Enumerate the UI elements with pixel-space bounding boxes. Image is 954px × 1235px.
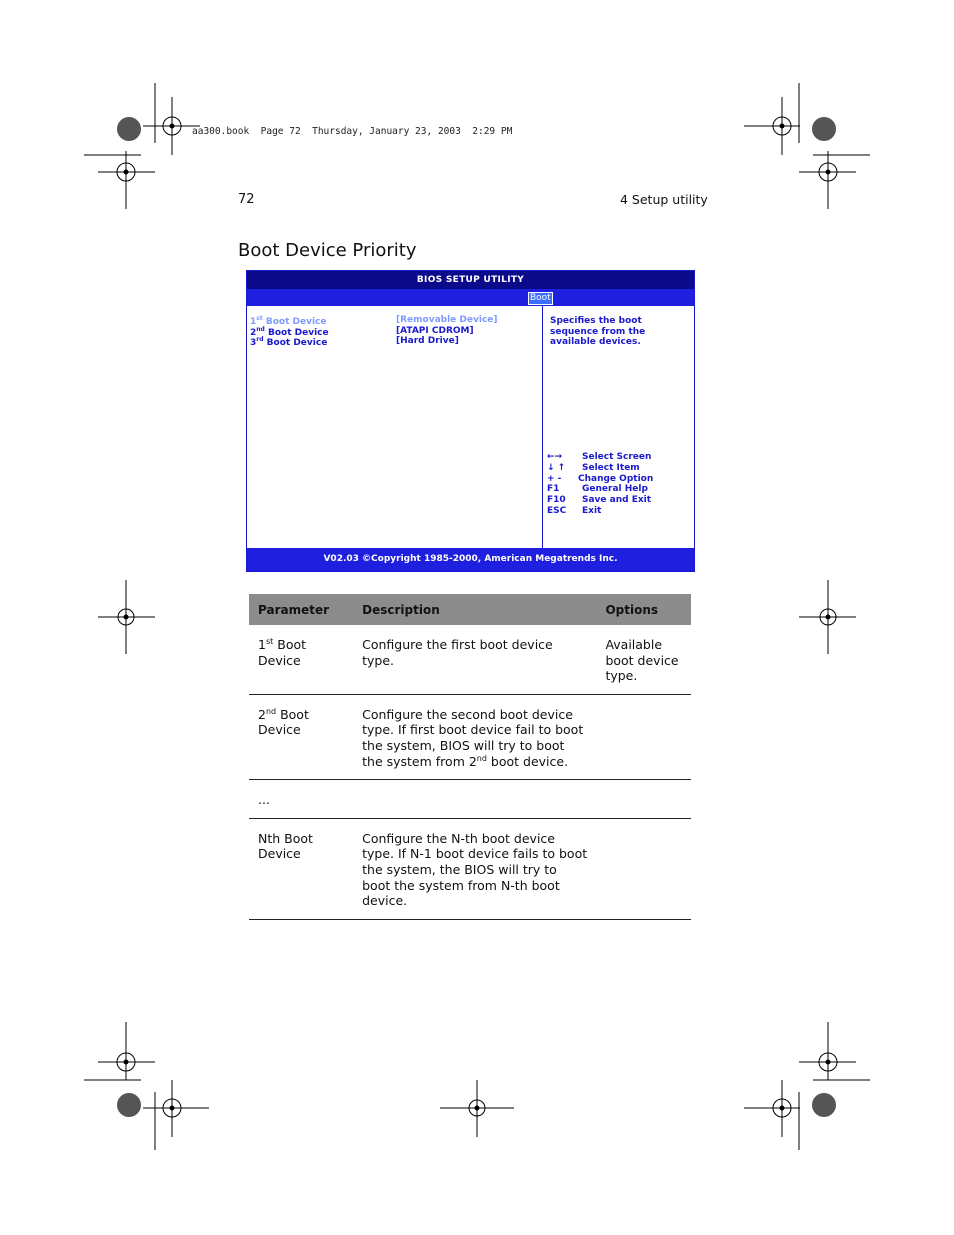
bios-boot-device-2[interactable]: 2nd Boot Device — [250, 326, 329, 338]
desc-cell — [353, 780, 596, 819]
key-row: + - Change Option — [547, 473, 654, 484]
param-cell: ... — [249, 780, 353, 819]
table-row — [249, 694, 691, 779]
bios-tab-boot[interactable]: Boot — [530, 293, 551, 303]
bios-screenshot — [246, 270, 695, 572]
table-row — [249, 780, 691, 819]
bios-footer: V02.03 ©Copyright 1985-2000, American Megatrends Inc. — [247, 548, 694, 571]
bios-title: BIOS SETUP UTILITY — [247, 271, 694, 289]
key-row: ←→ Select Screen — [547, 452, 652, 462]
param-cell: Nth Boot Device — [249, 818, 353, 919]
desc-cell: Configure the first boot device type. — [353, 625, 596, 694]
bios-boot-device-1[interactable]: 1st Boot Device — [250, 315, 327, 327]
table-row — [249, 818, 691, 919]
chapter-title: 4 Setup utility — [620, 192, 708, 207]
arrow-up-down-icon: ↓ ↑ — [547, 462, 566, 473]
bios-key-legend — [547, 452, 687, 517]
options-cell — [596, 818, 691, 919]
bios-boot-device-2-value[interactable]: [ATAPI CDROM] — [396, 326, 474, 336]
desc-cell: Configure the second boot device type. If first boot device fail to boot the system, BIOS will try to boot the system from 2nd boot device. — [353, 694, 596, 779]
section-title: Boot Device Priority — [238, 240, 417, 261]
page-number: 72 — [238, 192, 255, 207]
bios-boot-device-3-value[interactable]: [Hard Drive] — [396, 336, 459, 346]
table-header-row — [249, 594, 691, 625]
arrow-left-right-icon: ←→ — [547, 452, 563, 462]
bios-boot-device-1-value[interactable]: [Removable Device] — [396, 315, 498, 325]
param-cell: 1st Boot Device — [249, 625, 353, 694]
key-row: F1 General Help — [547, 484, 648, 495]
table-row — [249, 625, 691, 694]
options-cell — [596, 780, 691, 819]
param-cell: 2nd Boot Device — [249, 694, 353, 779]
parameter-table — [249, 594, 691, 920]
key-row: ↓ ↑ Select Item — [547, 462, 640, 473]
header-options: Options — [596, 594, 691, 625]
key-row: ESC Exit — [547, 505, 602, 516]
header-parameter: Parameter — [249, 594, 353, 625]
header-description: Description — [353, 594, 596, 625]
bios-boot-device-3[interactable]: 3rd Boot Device — [250, 336, 328, 348]
bios-divider — [542, 306, 543, 549]
options-cell — [596, 694, 691, 779]
key-row: F10 Save and Exit — [547, 495, 652, 506]
desc-cell: Configure the N-th boot device type. If N-1 boot device fails to boot the system, the BIOS will try to boot the system from N-th boot device. — [353, 818, 596, 919]
bios-menubar — [247, 289, 694, 306]
options-cell: Available boot device type. — [596, 625, 691, 694]
print-header: aa300.book Page 72 Thursday, January 23, 2003 2:29 PM — [192, 126, 513, 137]
bios-help-text: Specifies the boot sequence from the available devices. — [550, 316, 646, 347]
